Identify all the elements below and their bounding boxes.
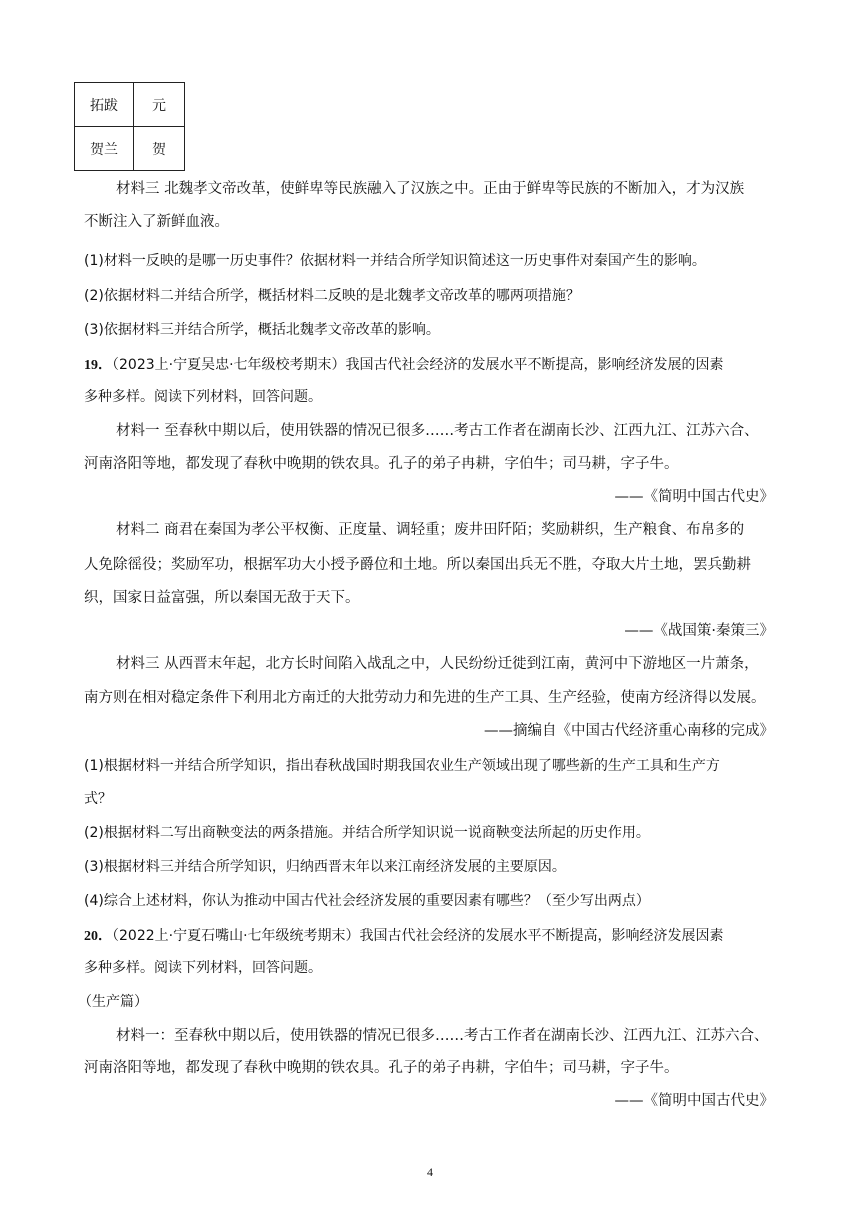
table-cell: 元 [134,83,185,127]
material-source: ——《简明中国古代史》 [614,1093,774,1109]
material-text: 人免除徭役；奖励军功，根据军功大小授予爵位和土地。所以秦国出兵无不胜，夺取大片土地，罢兵勤耕 [84,557,751,573]
sub-question: (1)根据材料一并结合所学知识，指出春秋战国时期我国农业生产领域出现了哪些新的生产工具和生产方 [84,758,720,774]
page-number: 4 [427,1165,433,1179]
sub-question: (4)综合上述材料，你认为推动中国古代社会经济发展的重要因素有哪些？（至少写出两点） [84,893,650,909]
sub-question: (3)根据材料三并结合所学知识，归纳西晋末年以来江南经济发展的主要原因。 [84,859,566,875]
sub-question: (3)依据材料三并结合所学，概括北魏孝文帝改革的影响。 [84,322,440,338]
material-source: ——《简明中国古代史》 [614,489,774,505]
table-cell: 拓跋 [75,83,134,127]
material-text: 材料一：至春秋中期以后，使用铁器的情况已很多……考古工作者在湖南长沙、江西九江、江苏六合、 [116,1028,769,1044]
material-text: 织，国家日益富强，所以秦国无敌于天下。 [84,590,360,606]
material-text: 材料一 至春秋中期以后，使用铁器的情况已很多……考古工作者在湖南长沙、江西九江、江苏六合、 [116,423,759,439]
material-text: 材料三 北魏孝文帝改革，使鲜卑等民族融入了汉族之中。正由于鲜卑等民族的不断加入，才为汉族 [116,181,745,197]
table-row [75,83,185,127]
material-text: 南方则在相对稳定条件下利用北方南迁的大批劳动力和先进的生产工具、生产经验，使南方经济得以发展。 [84,690,766,706]
material-text: 材料二 商君在秦国为孝公平权衡、正度量、调轻重；废井田阡陌；奖励耕织，生产粮食、布帛多的 [116,522,745,538]
material-text: 河南洛阳等地，都发现了春秋中晚期的铁农具。孔子的弟子冉耕，字伯牛；司马耕，字子牛。 [84,1060,679,1076]
question-header [84,355,784,376]
table-cell: 贺兰 [75,127,134,171]
material-source: ——摘编自《中国古代经济重心南移的完成》 [484,723,774,739]
question-header [84,926,784,947]
question-stem: 多种多样。阅读下列材料，回答问题。 [84,389,322,405]
question-number: 19． [84,358,112,373]
table-row [75,127,185,171]
question-stem: 多种多样。阅读下列材料，回答问题。 [84,960,322,976]
question-stem: （2022上·宁夏石嘴山·七年级统考期末）我国古代社会经济的发展水平不断提高，影响经济发展因素 [112,928,724,944]
material-source: ——《战国策·秦策三》 [624,623,774,639]
surname-table [74,82,185,171]
material-text: 不断注入了新鲜血液。 [84,214,229,230]
question-number: 20． [84,929,112,944]
section-label: （生产篇） [78,994,148,1010]
question-stem: （2023上·宁夏吴忠·七年级校考期末）我国古代社会经济的发展水平不断提高，影响经济发展的因素 [112,357,724,373]
sub-question: (1)材料一反映的是哪一历史事件？依据材料一并结合所学知识简述这一历史事件对秦国产生的影响。 [84,253,706,269]
material-text: 河南洛阳等地，都发现了春秋中晚期的铁农具。孔子的弟子冉耕，字伯牛；司马耕，字子牛。 [84,456,679,472]
sub-question: 式？ [84,791,112,807]
material-text: 材料三 从西晋末年起，北方长时间陷入战乱之中，人民纷纷迁徙到江南，黄河中下游地区一片萧条， [116,656,759,672]
sub-question: (2)依据材料二并结合所学，概括材料二反映的是北魏孝文帝改革的哪两项措施？ [84,288,580,304]
table-cell: 贺 [134,127,185,171]
sub-question: (2)根据材料二写出商鞅变法的两条措施。并结合所学知识说一说商鞅变法所起的历史作用。 [84,825,650,841]
